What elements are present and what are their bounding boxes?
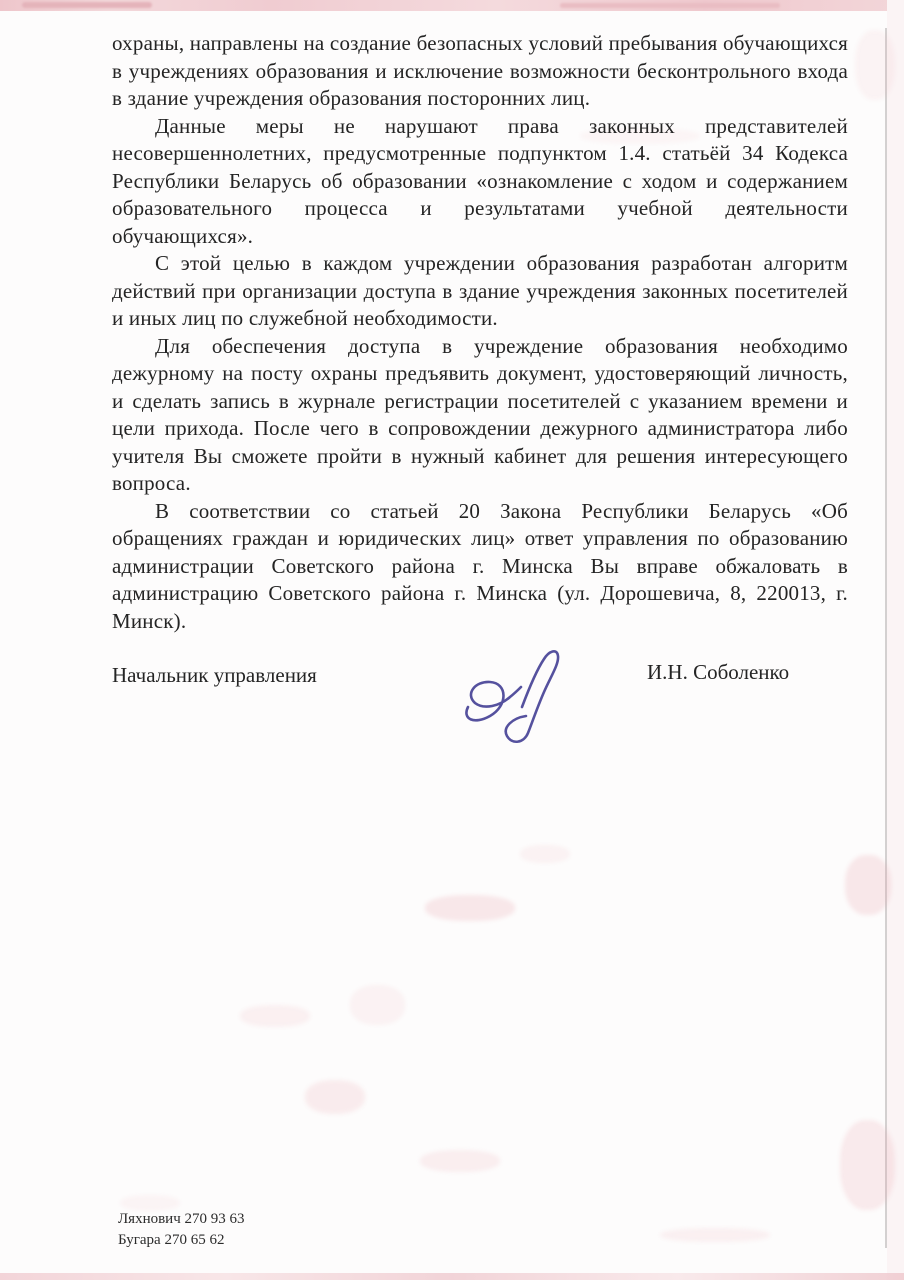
signatory-name: И.Н. Соболенко <box>647 660 790 684</box>
contact-footer <box>118 1209 245 1251</box>
scan-artifact <box>855 30 895 100</box>
scan-page-right-margin <box>887 0 904 1280</box>
paragraph: Для обеспечения доступа в учреждение образования необходимо дежурному на посту охраны предъявить документ, удостоверяющий личность, и сделать запись в журнале регистрации посетителей с указанием времени и цели прихода. После чего в сопровождении дежурного администратора либо учителя Вы сможете пройти в нужный кабинет для решения интересующего вопроса. <box>112 333 848 495</box>
signature-ink <box>452 645 602 755</box>
contact-line: Бугара 270 65 62 <box>118 1232 225 1248</box>
scan-artifact <box>420 1150 500 1172</box>
scan-page-edge-line <box>885 28 887 1248</box>
scan-artifact <box>560 3 780 8</box>
scan-artifact <box>305 1080 365 1114</box>
signature-block <box>112 655 848 765</box>
signature-stroke <box>466 651 558 741</box>
letter-body <box>112 30 848 635</box>
scan-artifact <box>350 985 405 1025</box>
paragraph-continuation: охраны, направлены на создание безопасных условий пребывания обучающихся в учреждениях образования и исключение возможности бесконтрольного входа в здание учреждения образования посторонних лиц. <box>112 31 848 110</box>
paragraph: Данные меры не нарушают права законных представителей несовершеннолетних, предусмотренные подпунктом 1.4. статьёй 34 Кодекса Республики Беларусь об образовании «ознакомление с ходом и содержанием образовательного процесса и результатами учебной деятельности обучающихся». <box>112 113 848 248</box>
scan-artifact <box>425 895 515 921</box>
scan-artifact <box>845 855 891 915</box>
scan-edge-bottom-band <box>0 1273 904 1280</box>
paragraph: С этой целью в каждом учреждении образования разработан алгоритм действий при организации доступа в здание учреждения законных посетителей и иных лиц по служебной необходимости. <box>112 251 848 330</box>
paragraph: В соответствии со статьей 20 Закона Республики Беларусь «Об обращениях граждан и юридических лиц» ответ управления по образованию администрации Советского района г. Минска Вы вправе обжаловать в администрацию Советского района г. Минска (ул. Дорошевича, 8, 220013, г. Минск). <box>112 498 848 633</box>
scan-artifact <box>22 2 152 8</box>
scan-artifact <box>520 845 570 863</box>
scan-artifact <box>660 1228 770 1242</box>
scan-artifact <box>240 1005 310 1027</box>
contact-line: Ляхнович 270 93 63 <box>118 1211 245 1227</box>
signatory-position: Начальник управления <box>112 663 317 687</box>
scan-artifact <box>840 1120 895 1210</box>
